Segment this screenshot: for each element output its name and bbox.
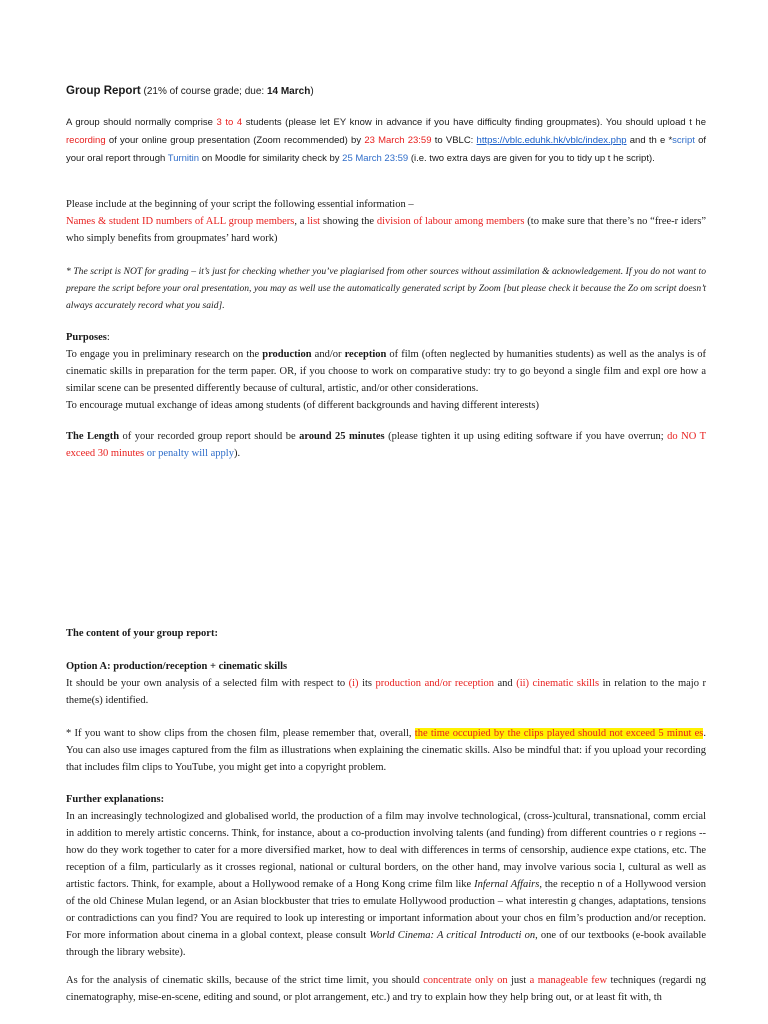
- text: techniques (regardi ng cinematography, mise-en-scene, editing and sound, or plot arrangement, etc.) and try to explain how they help bring out, or at least fit with, th: [66, 975, 706, 1003]
- text: , the receptio n of a Hollywood version of the old Chinese Mulan legend, or an Asian blockbuster that tries to emulate Hollywood production – what interestin g changes, adaptations, tensions or contradictions can you find? You are required to look up interesting or important information about your chos en film’s production and/or reception. For more information about cinema in a global context, please consult: [66, 879, 706, 941]
- title-note-open: (21% of course grade; due:: [143, 86, 267, 97]
- text: in relation to the majo r theme(s) identified.: [66, 678, 706, 706]
- length-section: [66, 428, 706, 462]
- text: As for the analysis of cinematic skills, because of the strict time limit, you should: [66, 975, 424, 986]
- content-heading-text: The content of your group report:: [66, 628, 218, 639]
- division-of-labour: division of labour among members: [376, 216, 525, 227]
- script-deadline: 25 March 23:59: [342, 153, 409, 164]
- clips-note: [66, 725, 706, 776]
- length-label: The Length: [66, 431, 120, 442]
- text: of your oral report through: [66, 135, 707, 164]
- text: of your online group presentation (Zoom recommended) by: [105, 135, 365, 146]
- title-heading: Group Report: [66, 85, 141, 97]
- text: just: [507, 975, 530, 986]
- film-title: Infernal Affairs: [474, 879, 540, 890]
- text: (i.e. two extra days are given for you to tidy up t he script).: [408, 153, 655, 164]
- further-section: [66, 791, 706, 961]
- due-date: 14 March: [266, 86, 311, 97]
- turnitin-term: Turnitin: [167, 153, 200, 164]
- text: of film (often neglected by humanities students) as well as the analys is of cinematic skills in preparation for the term paper. OR, if you choose to work on comparative study: try to go beyond a single film and expl ore how a similar scene can be presented differently because of cultural, artistic, and/or other considerations.: [66, 349, 706, 394]
- list-term: list: [307, 216, 321, 227]
- text: and th e *: [626, 135, 673, 146]
- text: of your recorded group report should be: [119, 431, 300, 442]
- text: , one of our textbooks (e-book available through the library website).: [66, 930, 706, 958]
- text: students (please let EY know in advance if you have difficulty finding groupmates). You should upload t he: [242, 117, 706, 128]
- text: and/or: [311, 349, 345, 360]
- text: Please include at the beginning of your script the following essential information –: [66, 199, 414, 210]
- cinematic-skills: (ii) cinematic skills: [516, 678, 600, 689]
- text: A group should normally comprise: [66, 117, 217, 128]
- text: To encourage mutual exchange of ideas among students (of different backgrounds and having different interests): [66, 400, 539, 411]
- vblc-link[interactable]: https://vblc.eduhk.hk/vblc/index.php: [476, 135, 627, 146]
- clip-limit-highlight: the time occupied by the clips played should not exceed 5 minut es: [414, 728, 704, 739]
- text: ).: [233, 448, 241, 459]
- text: its: [358, 678, 376, 689]
- purposes-section: [66, 329, 706, 414]
- text: , a: [294, 216, 308, 227]
- text: and: [493, 678, 517, 689]
- text: In an increasingly technologized and globalised world, the production of a film may involve technological, (cross-)cultural, transnational, comm ercial in addition to merely artistic concerns. Think, for instance, about a co-production involving talents (and funding) from different countries o r regions -- how do they work together to cater for a more diversified market, how to deal with differences in terms of censorship, audience expe ctations, etc. The reception of a film, particularly as it crosses regional, national or cultural borders, on the other hand, may involve various socia l, cultural as well as artistic factors. Think, for example, about a Hollywood remake of a Hong Kong crime film like: [66, 811, 706, 890]
- text: on Moodle for similarity check by: [199, 153, 343, 164]
- production-reception: production and/or reception: [375, 678, 494, 689]
- manageable-few: a manageable few: [529, 975, 608, 986]
- title-note-close: ): [310, 86, 314, 97]
- names-ids: Names & student ID numbers of ALL group members: [66, 216, 295, 227]
- concentrate-phrase: concentrate only on: [423, 975, 508, 986]
- text: To engage you in preliminary research on the: [66, 349, 263, 360]
- paragraph-essential-info: [66, 196, 706, 247]
- duration: around 25 minutes: [299, 431, 385, 442]
- text: (please tighten it up using editing software if you have overrun;: [384, 431, 668, 442]
- text: :: [106, 332, 110, 343]
- report-title: [66, 82, 706, 101]
- paragraph-submission: [66, 114, 706, 168]
- group-size: 3 to 4: [216, 117, 243, 128]
- text: It should be your own analysis of a selected film with respect to: [66, 678, 349, 689]
- max-duration: do NO T exceed 30 minutes: [66, 431, 707, 459]
- text: . You can also use images captured from the film as illustrations when explaining the cinematic skills. Also be mindful that: if you upload your recording that includes film clips to YouTube, you might get into a copyright problem.: [66, 728, 706, 773]
- text: showing the: [320, 216, 377, 227]
- text: to VBLC:: [431, 135, 477, 146]
- reception-term: reception: [344, 349, 387, 360]
- analysis-paragraph: [66, 972, 706, 1006]
- script-note: * The script is NOT for grading – it’s just for checking whether you’ve plagiarised from other sources without assimilation & acknowledgement. If you do not want to prepare the script before your oral presentation, you may as well use the automatically generated script by Zoom [but please check it because the Zo om script doesn’t always accurately record what you said].: [66, 266, 706, 311]
- purposes-label: Purposes: [66, 332, 107, 343]
- script-term: script: [672, 135, 695, 146]
- content-heading: [66, 625, 706, 642]
- text: (to make sure that there’s no “free-r iders” who simply benefits from groupmates’ hard work): [66, 216, 706, 244]
- further-heading: Further explanations:: [66, 794, 165, 805]
- recording-deadline: 23 March 23:59: [364, 135, 432, 146]
- option-a-section: [66, 658, 706, 709]
- recording-term: recording: [66, 135, 106, 146]
- production-term: production: [262, 349, 312, 360]
- text: * If you want to show clips from the chosen film, please remember that, overall,: [66, 728, 415, 739]
- option-a-heading: Option A: production/reception + cinematic skills: [66, 661, 288, 672]
- textbook-title: World Cinema: A critical Introducti on: [369, 930, 536, 941]
- item-i: (i): [348, 678, 359, 689]
- penalty-note: or penalty will apply: [146, 448, 234, 459]
